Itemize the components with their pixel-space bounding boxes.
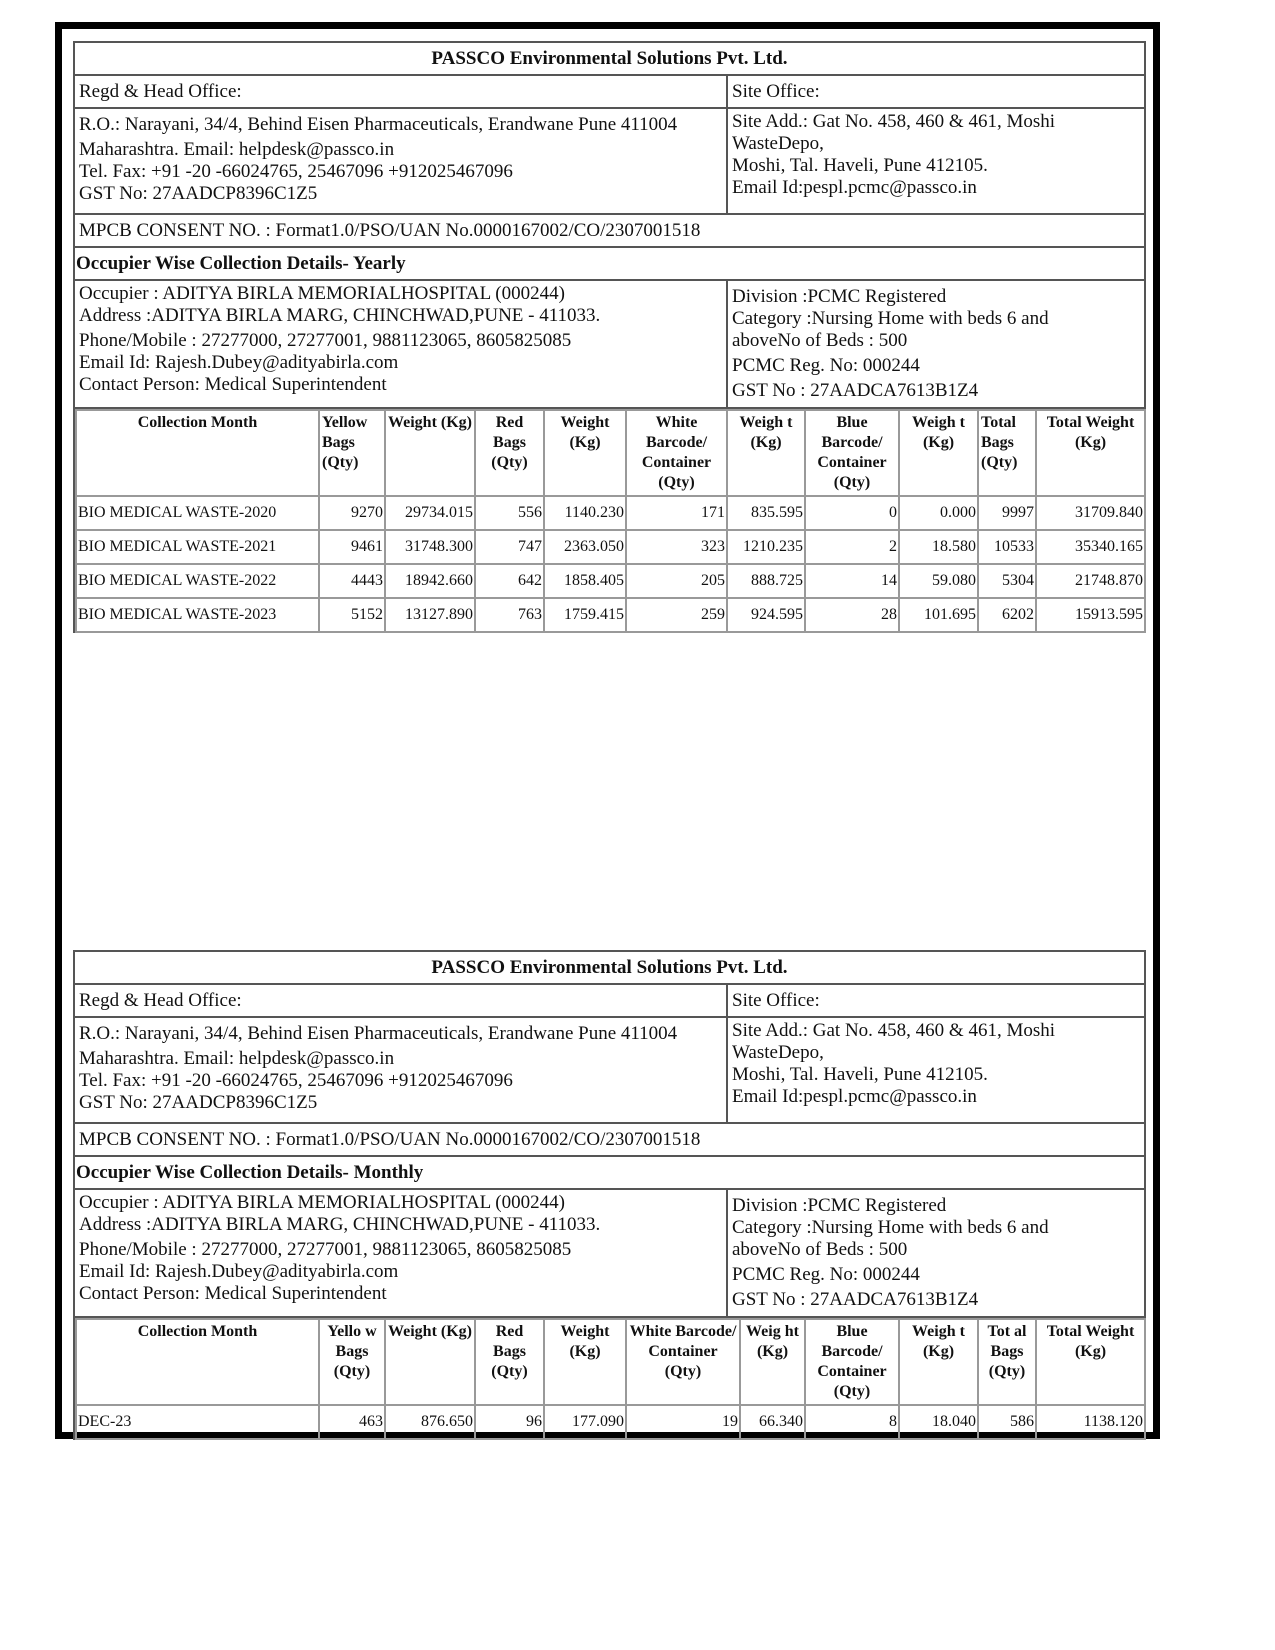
value-cell: 66.340 <box>740 1405 805 1439</box>
value-cell: 0.000 <box>899 496 978 530</box>
value-cell: 763 <box>475 598 544 632</box>
regd-office-label: Regd & Head Office: <box>75 985 728 1016</box>
column-header: Weigh t (Kg) <box>899 1319 978 1405</box>
table-row <box>76 564 1145 598</box>
value-cell: 29734.015 <box>385 496 475 530</box>
collection-month-cell: BIO MEDICAL WASTE-2023 <box>76 598 319 632</box>
value-cell: 1759.415 <box>544 598 626 632</box>
table-row <box>76 598 1145 632</box>
yearly-table-body <box>76 496 1145 632</box>
value-cell: 18.580 <box>899 530 978 564</box>
column-header: Total Weight (Kg) <box>1036 1319 1145 1405</box>
value-cell: 4443 <box>319 564 385 598</box>
column-header: White Barcode/ Container (Qty) <box>626 1319 740 1405</box>
section-heading: Occupier Wise Collection Details- Monthly <box>76 1162 424 1183</box>
table-header-row <box>76 1319 1145 1405</box>
value-cell: 177.090 <box>544 1405 626 1439</box>
value-cell: 259 <box>626 598 727 632</box>
occupier-division: Division :PCMC Registered Category :Nursing Home with beds 6 and aboveNo of Beds : 500 PCMC Reg. No: 000244 GST No : 27AADCA7613B1Z4 <box>732 1195 1049 1310</box>
value-cell: 21748.870 <box>1036 564 1145 598</box>
value-cell: 556 <box>475 496 544 530</box>
table-row <box>76 1405 1145 1439</box>
value-cell: 1210.235 <box>727 530 805 564</box>
section-heading: Occupier Wise Collection Details- Yearly <box>76 253 406 274</box>
table-header-row <box>76 410 1145 496</box>
value-cell: 888.725 <box>727 564 805 598</box>
regd-office-address: R.O.: Narayani, 34/4, Behind Eisen Pharmaceuticals, Erandwane Pune 411004 Maharashtra. Email: helpdesk@passco.in Tel. Fax: +91 -20 -66024765, 25467096 +912025467096 GST No: 27AADCP8396C1Z5 <box>75 109 728 213</box>
column-header: Total Weight (Kg) <box>1036 410 1145 496</box>
value-cell: 0 <box>805 496 899 530</box>
value-cell: 924.595 <box>727 598 805 632</box>
regd-office-address: R.O.: Narayani, 34/4, Behind Eisen Pharmaceuticals, Erandwane Pune 411004 Maharashtra. Email: helpdesk@passco.in Tel. Fax: +91 -20 -66024765, 25467096 +912025467096 GST No: 27AADCP8396C1Z5 <box>75 1018 728 1122</box>
value-cell: 31748.300 <box>385 530 475 564</box>
table-row <box>76 496 1145 530</box>
value-cell: 31709.840 <box>1036 496 1145 530</box>
column-header: Weigh t (Kg) <box>899 410 978 496</box>
column-header: Red Bags (Qty) <box>475 1319 544 1405</box>
value-cell: 9270 <box>319 496 385 530</box>
value-cell: 642 <box>475 564 544 598</box>
value-cell: 18942.660 <box>385 564 475 598</box>
column-header: Weight (Kg) <box>544 1319 626 1405</box>
value-cell: 8 <box>805 1405 899 1439</box>
value-cell: 10533 <box>978 530 1036 564</box>
value-cell: 14 <box>805 564 899 598</box>
value-cell: 171 <box>626 496 727 530</box>
value-cell: 5304 <box>978 564 1036 598</box>
value-cell: 6202 <box>978 598 1036 632</box>
column-header: Collection Month <box>76 410 319 496</box>
mpcb-consent: MPCB CONSENT NO. : Format1.0/PSO/UAN No.0000167002/CO/2307001518 <box>79 1129 701 1150</box>
value-cell: 2363.050 <box>544 530 626 564</box>
value-cell: 5152 <box>319 598 385 632</box>
value-cell: 323 <box>626 530 727 564</box>
value-cell: 101.695 <box>899 598 978 632</box>
value-cell: 1858.405 <box>544 564 626 598</box>
site-office-address: Site Add.: Gat No. 458, 460 & 461, Moshi WasteDepo, Moshi, Tal. Haveli, Pune 412105. Email Id:pespl.pcmc@passco.in <box>732 1020 1056 1107</box>
column-header: Weight (Kg) <box>385 410 475 496</box>
mpcb-consent: MPCB CONSENT NO. : Format1.0/PSO/UAN No.0000167002/CO/2307001518 <box>79 220 701 241</box>
yearly-collection-table <box>75 409 1146 633</box>
column-header: Total Bags (Qty) <box>978 410 1036 496</box>
value-cell: 463 <box>319 1405 385 1439</box>
value-cell: 96 <box>475 1405 544 1439</box>
value-cell: 19 <box>626 1405 740 1439</box>
site-office-label: Site Office: <box>732 81 820 102</box>
column-header: Red Bags (Qty) <box>475 410 544 496</box>
site-office-address: Site Add.: Gat No. 458, 460 & 461, Moshi WasteDepo, Moshi, Tal. Haveli, Pune 412105. Email Id:pespl.pcmc@passco.in <box>732 111 1056 198</box>
document-frame <box>55 22 1160 1439</box>
regd-office-label: Regd & Head Office: <box>75 76 728 107</box>
value-cell: 2 <box>805 530 899 564</box>
value-cell: 1140.230 <box>544 496 626 530</box>
value-cell: 9461 <box>319 530 385 564</box>
value-cell: 59.080 <box>899 564 978 598</box>
value-cell: 15913.595 <box>1036 598 1145 632</box>
yearly-report-section <box>73 41 1146 633</box>
value-cell: 9997 <box>978 496 1036 530</box>
column-header: Yellow Bags (Qty) <box>319 410 385 496</box>
column-header: Blue Barcode/ Container (Qty) <box>805 1319 899 1405</box>
company-title: PASSCO Environmental Solutions Pvt. Ltd. <box>431 48 788 69</box>
company-title: PASSCO Environmental Solutions Pvt. Ltd. <box>431 957 788 978</box>
column-header: Weigh t (Kg) <box>727 410 805 496</box>
collection-month-cell: BIO MEDICAL WASTE-2022 <box>76 564 319 598</box>
table-row <box>76 530 1145 564</box>
occupier-division: Division :PCMC Registered Category :Nursing Home with beds 6 and aboveNo of Beds : 500 PCMC Reg. No: 000244 GST No : 27AADCA7613B1Z4 <box>732 286 1049 401</box>
value-cell: 205 <box>626 564 727 598</box>
value-cell: 835.595 <box>727 496 805 530</box>
collection-month-cell: DEC-23 <box>76 1405 319 1439</box>
site-office-label: Site Office: <box>732 990 820 1011</box>
column-header: Weight (Kg) <box>385 1319 475 1405</box>
monthly-collection-table <box>75 1318 1146 1440</box>
value-cell: 586 <box>978 1405 1036 1439</box>
occupier-details: Occupier : ADITYA BIRLA MEMORIALHOSPITAL (000244) Address :ADITYA BIRLA MARG, CHINCHWAD,PUNE - 411033. Phone/Mobile : 27277000, 27277001, 9881123065, 8605825085 Email Id: Rajesh.Dubey@adityabirla.com Contact Person: Medical Superintendent <box>75 1190 728 1316</box>
collection-month-cell: BIO MEDICAL WASTE-2021 <box>76 530 319 564</box>
value-cell: 13127.890 <box>385 598 475 632</box>
collection-month-cell: BIO MEDICAL WASTE-2020 <box>76 496 319 530</box>
column-header: White Barcode/ Container (Qty) <box>626 410 727 496</box>
value-cell: 35340.165 <box>1036 530 1145 564</box>
column-header: Tot al Bags (Qty) <box>978 1319 1036 1405</box>
value-cell: 18.040 <box>899 1405 978 1439</box>
value-cell: 747 <box>475 530 544 564</box>
monthly-report-section <box>73 950 1146 1440</box>
column-header: Blue Barcode/ Container (Qty) <box>805 410 899 496</box>
column-header: Yello w Bags (Qty) <box>319 1319 385 1405</box>
value-cell: 28 <box>805 598 899 632</box>
column-header: Weight (Kg) <box>544 410 626 496</box>
occupier-details: Occupier : ADITYA BIRLA MEMORIALHOSPITAL (000244) Address :ADITYA BIRLA MARG, CHINCHWAD,PUNE - 411033. Phone/Mobile : 27277000, 27277001, 9881123065, 8605825085 Email Id: Rajesh.Dubey@adityabirla.com Contact Person: Medical Superintendent <box>75 281 728 407</box>
column-header: Weig ht (Kg) <box>740 1319 805 1405</box>
monthly-table-body <box>76 1405 1145 1439</box>
value-cell: 1138.120 <box>1036 1405 1145 1439</box>
value-cell: 876.650 <box>385 1405 475 1439</box>
column-header: Collection Month <box>76 1319 319 1405</box>
